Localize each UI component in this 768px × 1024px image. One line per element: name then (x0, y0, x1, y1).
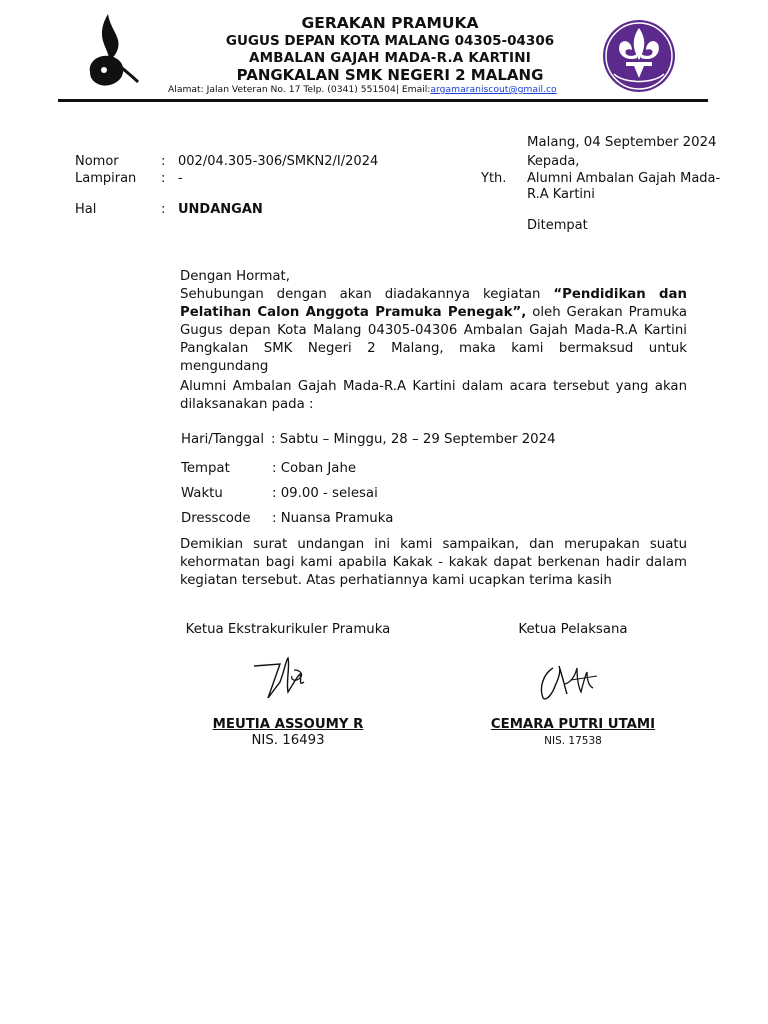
kepada-label: Kepada, (527, 154, 580, 169)
yth-label: Yth. (481, 171, 507, 186)
closing-paragraph: Demikian surat undangan ini kami sampaikan, dan merupakan suatu kehormatan bagi kami apabila Kakak - kakak dapat berkenan hadir dalam kegiatan tersebut. Atas perhatiannya kami ucapkan terima kasih (180, 537, 687, 588)
hal-value: UNDANGAN (178, 202, 263, 217)
letter-date: Malang, 04 September 2024 (527, 135, 717, 150)
gugus-depan-line: GUGUS DEPAN KOTA MALANG 04305-04306 (225, 33, 555, 49)
address-text: Alamat: Jalan Veteran No. 17 Telp. (0341) 551504| Email: (168, 84, 431, 95)
org-name: GERAKAN PRAMUKA (301, 14, 479, 32)
address-line (168, 84, 557, 95)
left-signer-name: MEUTIA ASSOUMY R (212, 717, 364, 732)
paragraph-intro (180, 286, 687, 376)
paragraph-intro-end: oleh Gerakan Pramuka Gugus depan Kota Malang 04305-04306 Ambalan Gajah Mada-R.A Kartini Pangkalan SMK Negeri 2 Malang, maka kami bermaksud untuk mengundang (180, 305, 687, 374)
header-divider (58, 99, 708, 102)
right-signature-icon (535, 658, 603, 706)
greeting: Dengan Hormat, (180, 269, 290, 284)
ambalan-line: AMBALAN GAJAH MADA-R.A KARTINI (249, 50, 531, 66)
scout-fleur-de-lis-icon (598, 20, 680, 96)
paragraph-invite: Alumni Ambalan Gajah Mada-R.A Kartini dalam acara tersebut yang akan dilaksanakan pada : (180, 379, 687, 412)
nomor-colon: : (161, 154, 166, 169)
hari-label: Hari/Tanggal (181, 432, 265, 447)
paragraph-intro-start: Sehubungan dengan akan diadakannya kegiatan (180, 287, 554, 302)
ditempat-label: Ditempat (527, 218, 588, 233)
tempat-label: Tempat (181, 461, 230, 476)
left-signer-role: Ketua Ekstrakurikuler Pramuka (185, 622, 391, 637)
event-name: “Pendidikan dan Pelatihan Calon Anggota Pramuka Penegak”, (180, 287, 687, 320)
waktu-value: : 09.00 - selesai (272, 486, 378, 501)
lampiran-colon: : (161, 171, 166, 186)
tunas-kelapa-icon (80, 10, 142, 90)
recipient-line-2: R.A Kartini (527, 187, 595, 202)
right-signer-name: CEMARA PUTRI UTAMI (490, 717, 656, 732)
hal-label: Hal (75, 202, 97, 217)
left-signature-icon (250, 652, 312, 706)
right-signer-role: Ketua Pelaksana (518, 622, 628, 637)
recipient-line-1: Alumni Ambalan Gajah Mada- (527, 171, 721, 186)
nomor-label: Nomor (75, 154, 119, 169)
tempat-value: : Coban Jahe (272, 461, 357, 476)
lampiran-value: - (178, 171, 183, 186)
lampiran-label: Lampiran (75, 171, 137, 186)
hari-value: : Sabtu – Minggu, 28 – 29 September 2024 (271, 432, 556, 447)
dresscode-label: Dresscode (181, 511, 251, 526)
left-signer-nis: NIS. 16493 (251, 733, 325, 748)
waktu-label: Waktu (181, 486, 223, 501)
email-link[interactable]: argamaraniscout@gmail.co (430, 84, 557, 95)
nomor-value: 002/04.305-306/SMKN2/I/2024 (178, 154, 379, 169)
dresscode-value: : Nuansa Pramuka (272, 511, 394, 526)
hal-colon: : (161, 202, 166, 217)
right-signer-nis: NIS. 17538 (544, 735, 602, 747)
pangkalan-line: PANGKALAN SMK NEGERI 2 MALANG (236, 66, 544, 84)
